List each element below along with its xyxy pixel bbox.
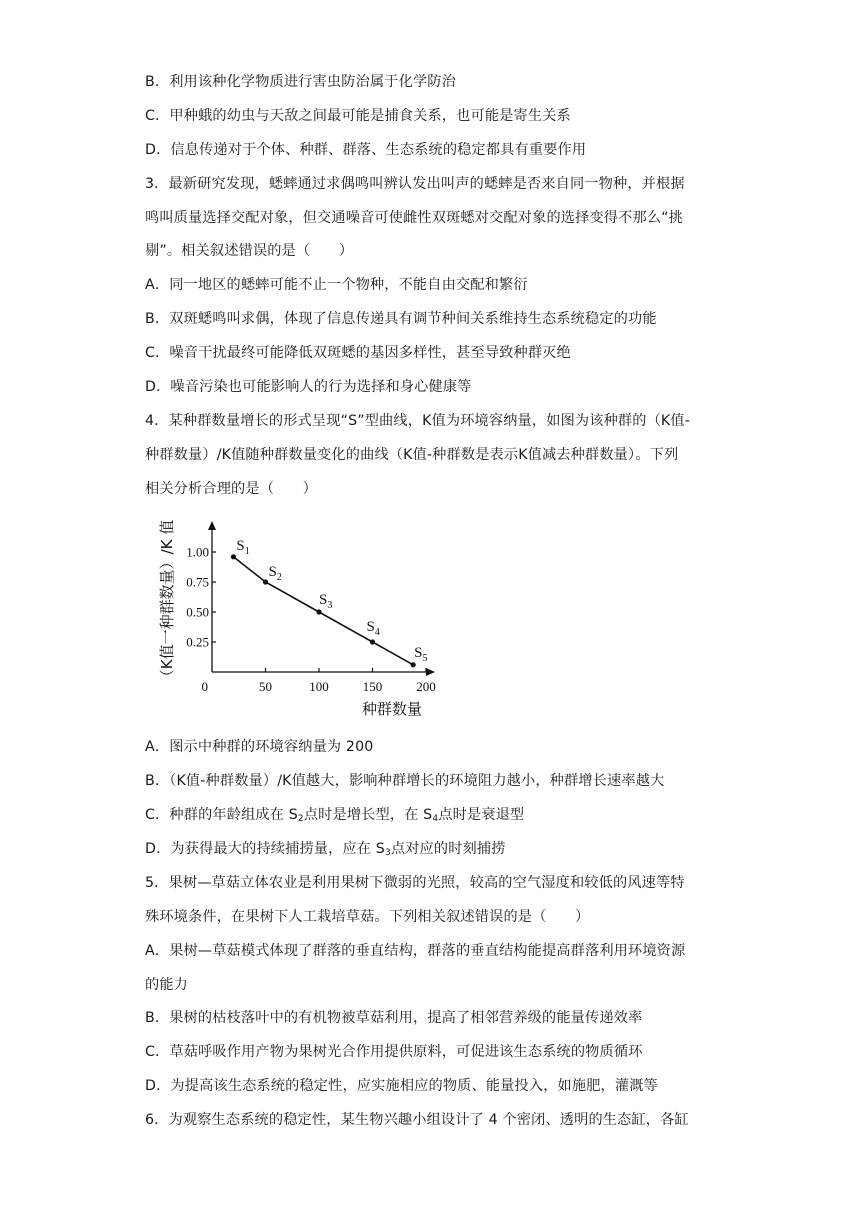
x-tick-label: 200 — [416, 679, 436, 694]
data-point — [231, 554, 236, 559]
data-point — [370, 639, 375, 644]
text-segment: C．种群的年龄组成在 S — [145, 807, 298, 823]
question-4-line-2: 种群数量）/K值随种群数量变化的曲线（K值-种群数是表示K值减去种群数量）。下列 — [145, 447, 679, 463]
question-4-line-3: 相关分析合理的是（ ） — [145, 481, 318, 497]
x-tick-label: 100 — [309, 679, 329, 694]
text-segment: 点时是增长型，在 S — [303, 807, 433, 823]
subscript: 3 — [384, 848, 391, 858]
subscript: 2 — [297, 814, 304, 824]
text-segment: 点时是衰退型 — [438, 807, 525, 823]
x-tick-label: 150 — [362, 679, 383, 694]
y-tick-label: 0.50 — [186, 604, 209, 620]
option-c-q5: C．草菇呼吸作用产物为果树光合作用提供原料，可促进该生态系统的物质循环 — [145, 1044, 643, 1060]
point-label: $S_1$ — [236, 537, 250, 557]
option-a-q4: A．图示中种群的环境容纳量为 200 — [145, 739, 374, 755]
data-point — [316, 609, 321, 614]
question-5-line-1: 5．果树—草菇立体农业是利用果树下微弱的光照，较高的空气湿度和较低的风速等特 — [145, 875, 685, 891]
point-label: $S_5$ — [414, 644, 428, 664]
question-3-line-2: 鸣叫质量选择交配对象，但交通噪音可使雌性双斑蟋对交配对象的选择变得不那么“挑 — [145, 210, 683, 226]
question-5-line-2: 殊环境条件，在果树下人工栽培草菇。下列相关叙述错误的是（ ） — [145, 909, 590, 925]
option-d-q2: D．信息传递对于个体、种群、群落、生态系统的稳定都具有重要作用 — [145, 142, 587, 158]
option-a-q5-line-2: 的能力 — [145, 977, 189, 993]
question-6-line-1: 6．为观察生态系统的稳定性，某生物兴趣小组设计了 4 个密闭、透明的生态缸，各缸 — [145, 1112, 689, 1128]
x-axis-arrow — [426, 668, 435, 676]
option-a-q5-line-1: A．果树—草菇模式体现了群落的垂直结构，群落的垂直结构能提高群落利用环境资源 — [145, 943, 686, 959]
point-label: $S_3$ — [319, 592, 333, 611]
text-segment: 点对应的时刻捕捞 — [390, 841, 506, 857]
option-c-q4 — [145, 805, 524, 825]
option-b-q4: B．（K值-种群数量）/K值越大，影响种群增长的环境阻力越小，种群增长速率越大 — [145, 773, 665, 789]
data-point — [263, 579, 268, 584]
point-label: $S_2$ — [268, 564, 282, 583]
option-d-q5: D．为提高该生态系统的稳定性，应实施相应的物质、能量投入，如施肥，灌溉等 — [145, 1078, 658, 1094]
option-d-q3: D．噪音污染也可能影响人的行为选择和身心健康等 — [145, 379, 472, 395]
x-tick-label: 50 — [259, 679, 272, 694]
option-c-q2: C．甲种蛾的幼虫与天敌之间最可能是捕食关系，也可能是寄生关系 — [145, 108, 571, 124]
question-3-line-1: 3．最新研究发现，蟋蟀通过求偶鸣叫辨认发出叫声的蟋蟀是否来自同一物种，并根据 — [145, 176, 685, 192]
option-a-q3: A．同一地区的蟋蟀可能不止一个物种，不能自由交配和繁衍 — [145, 277, 528, 293]
question-4-line-1: 4．某种群数量增长的形式呈现“S”型曲线，K值为环境容纳量，如图为该种群的（K值- — [145, 413, 690, 429]
series-line — [233, 557, 413, 665]
option-b-q2: B．利用该种化学物质进行害虫防治属于化学防治 — [145, 74, 456, 90]
subscript: 4 — [432, 814, 439, 824]
y-tick-label: 1.00 — [186, 544, 209, 560]
chart — [150, 518, 450, 724]
option-b-q5: B．果树的枯枝落叶中的有机物被草菇利用，提高了相邻营养级的能量传递效率 — [145, 1010, 643, 1026]
y-tick-label: 0.25 — [186, 634, 209, 650]
x-axis-label: 种群数量 — [361, 700, 423, 718]
option-c-q3: C．噪音干扰最终可能降低双斑蟋的基因多样性，甚至导致种群灭绝 — [145, 345, 571, 361]
point-label: $S_4$ — [366, 619, 380, 638]
data-point — [411, 662, 416, 667]
x-tick-label: 0 — [201, 679, 208, 694]
y-tick-label: 0.75 — [186, 574, 209, 590]
question-3-line-3: 剔”。相关叙述错误的是（ ） — [145, 243, 354, 259]
option-d-q4 — [145, 839, 506, 859]
option-b-q3: B．双斑蟋鸣叫求偶，体现了信息传递具有调节种间关系维持生态系统稳定的功能 — [145, 311, 657, 327]
y-axis-arrow — [208, 521, 216, 530]
y-axis-label: （K值一种群数量）/K 值 — [158, 519, 176, 685]
text-segment: D．为获得最大的持续捕捞量，应在 S — [145, 841, 385, 857]
